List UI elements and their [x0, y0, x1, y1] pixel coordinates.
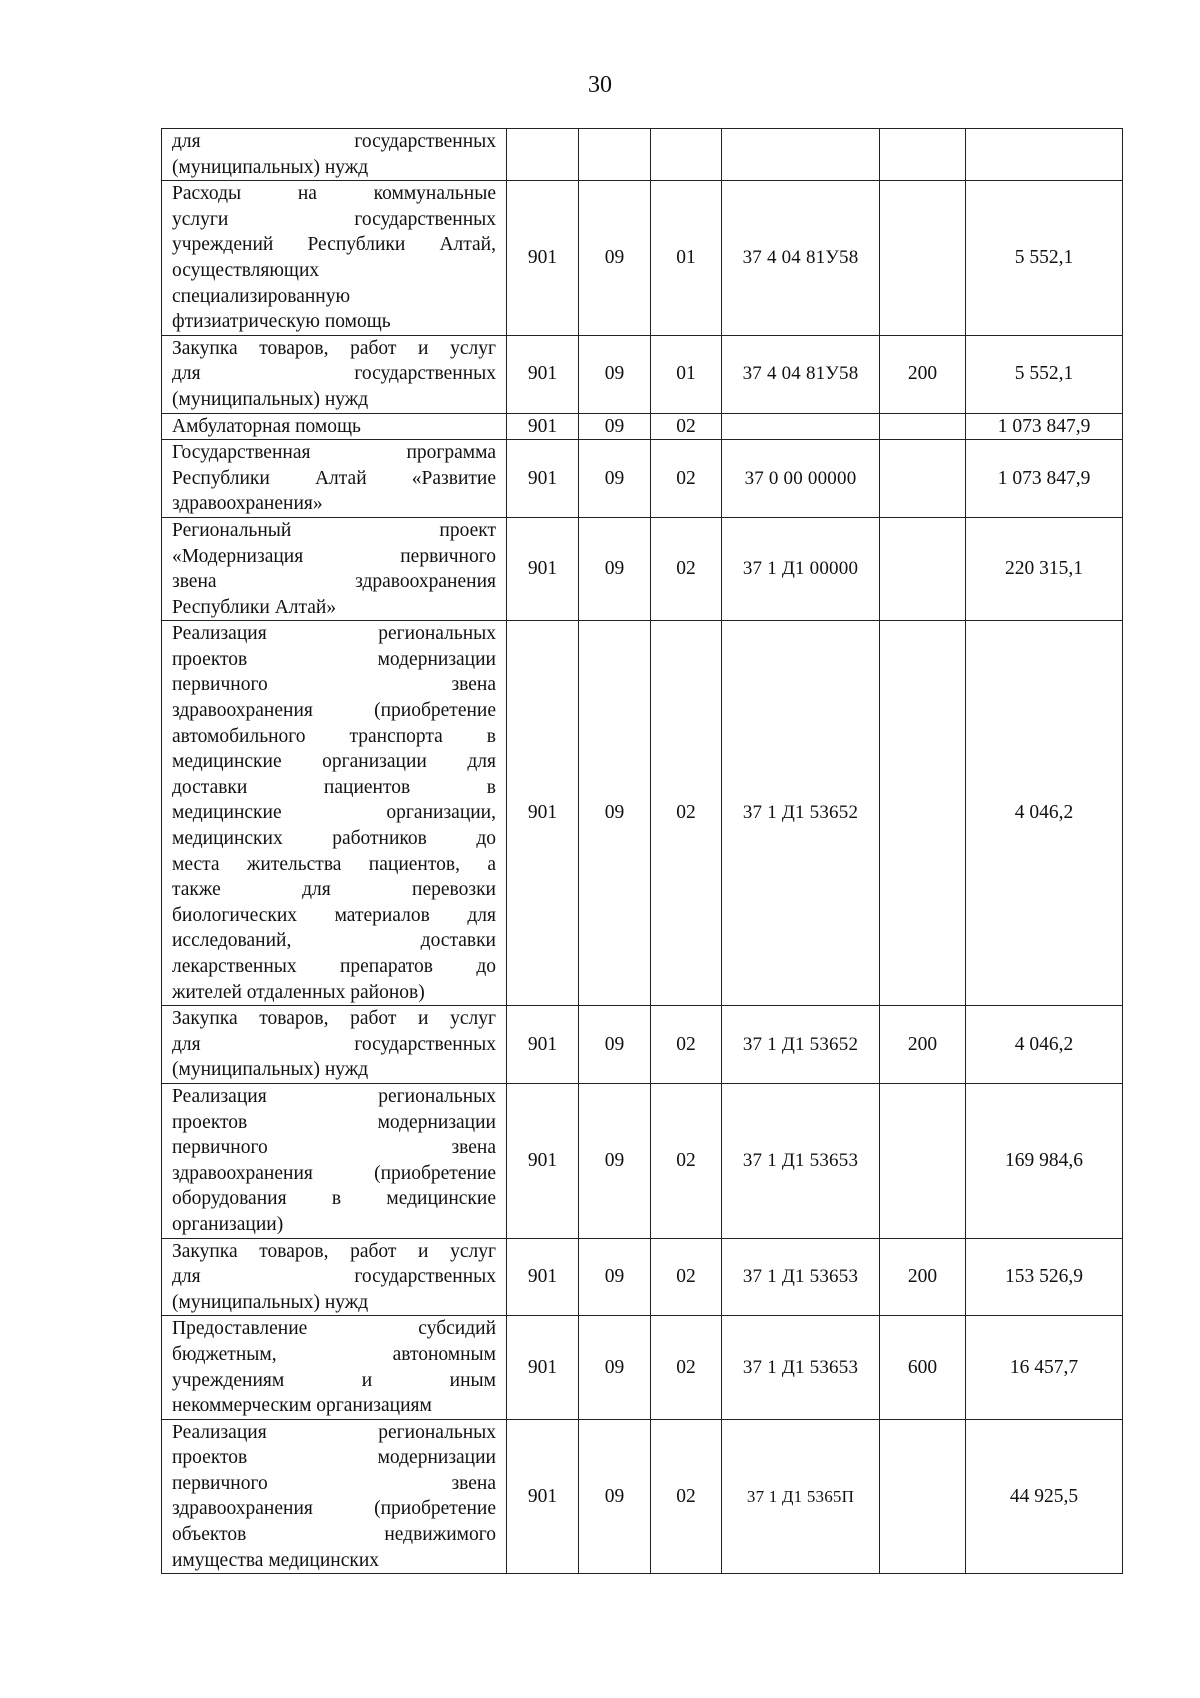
expense-name-line: проектов модернизации	[172, 1447, 496, 1469]
expense-name-line: медицинских работников до	[172, 828, 496, 850]
amount-cell: 220 315,1	[966, 517, 1123, 620]
expense-name-line: автомобильного транспорта в	[172, 725, 496, 747]
expense-name-cell	[162, 1316, 507, 1419]
expense-name-line: осуществляющих	[172, 259, 320, 281]
expense-name-cell	[162, 129, 507, 181]
expense-name-line: объектов недвижимого	[172, 1524, 496, 1546]
expense-name-line: для государственных	[172, 1266, 496, 1288]
podrazdel-cell: 02	[651, 1419, 722, 1574]
amount-cell: 1 073 847,9	[966, 413, 1123, 440]
expense-type-cell	[880, 517, 966, 620]
target-article-cell: 37 1 Д1 5365П	[722, 1419, 880, 1574]
expense-name-line: Закупка товаров, работ и услуг	[172, 1240, 496, 1262]
expense-type-cell: 200	[880, 335, 966, 413]
expense-type-cell: 600	[880, 1316, 966, 1419]
razdel-cell: 09	[579, 1238, 651, 1316]
amount-cell: 1 073 847,9	[966, 440, 1123, 518]
expense-type-cell	[880, 181, 966, 336]
podrazdel-cell: 02	[651, 440, 722, 518]
expense-name-cell	[162, 181, 507, 336]
expense-name-line: звена здравоохранения	[172, 571, 496, 593]
expense-name-cell	[162, 1419, 507, 1574]
amount-cell: 16 457,7	[966, 1316, 1123, 1419]
expense-name-line: здравоохранения (приобретение	[172, 1162, 496, 1184]
glava-cell: 901	[507, 181, 579, 336]
expense-name-line: (муниципальных) нужд	[172, 1059, 369, 1081]
expense-type-cell	[880, 129, 966, 181]
expense-type-cell	[880, 440, 966, 518]
expense-name-line: здравоохранения»	[172, 493, 323, 515]
razdel-cell: 09	[579, 1316, 651, 1419]
podrazdel-cell: 01	[651, 335, 722, 413]
target-article-cell	[722, 129, 880, 181]
expense-name-line: медицинские организации для	[172, 751, 496, 773]
amount-cell: 153 526,9	[966, 1238, 1123, 1316]
expense-name-line: первичного звена	[172, 674, 496, 696]
expense-name-line: также для перевозки	[172, 879, 496, 901]
expense-name-line: здравоохранения (приобретение	[172, 700, 496, 722]
razdel-cell: 09	[579, 517, 651, 620]
expense-name-line: доставки пациентов в	[172, 776, 496, 798]
expense-name-line: проектов модернизации	[172, 1111, 496, 1133]
target-article-cell	[722, 413, 880, 440]
glava-cell: 901	[507, 440, 579, 518]
razdel-cell: 09	[579, 181, 651, 336]
target-article-cell: 37 1 Д1 53653	[722, 1238, 880, 1316]
razdel-cell: 09	[579, 413, 651, 440]
expense-name-line: Реализация региональных	[172, 623, 496, 645]
expense-name-line: Государственная программа	[172, 442, 496, 464]
expense-type-cell: 200	[880, 1238, 966, 1316]
target-article-cell: 37 4 04 81У58	[722, 181, 880, 336]
target-article-cell: 37 1 Д1 53652	[722, 621, 880, 1006]
expense-name-cell	[162, 517, 507, 620]
expense-name-line: специализированную	[172, 285, 351, 307]
table-row	[162, 621, 1123, 1006]
expense-name-line: организации)	[172, 1213, 284, 1235]
table-row	[162, 335, 1123, 413]
amount-cell: 44 925,5	[966, 1419, 1123, 1574]
expense-name-line: бюджетным, автономным	[172, 1343, 496, 1365]
expense-name-line: медицинские организации,	[172, 802, 496, 824]
table-row	[162, 413, 1123, 440]
razdel-cell: 09	[579, 335, 651, 413]
glava-cell: 901	[507, 1419, 579, 1574]
amount-cell: 5 552,1	[966, 335, 1123, 413]
expense-name-cell	[162, 1238, 507, 1316]
expense-type-cell: 200	[880, 1006, 966, 1084]
target-article-cell: 37 1 Д1 53653	[722, 1316, 880, 1419]
table-row	[162, 517, 1123, 620]
expense-name-line: первичного звена	[172, 1137, 496, 1159]
expense-name-line: оборудования в медицинские	[172, 1188, 496, 1210]
amount-cell	[966, 129, 1123, 181]
expense-name-line: Предоставление субсидий	[172, 1318, 496, 1340]
razdel-cell: 09	[579, 1419, 651, 1574]
target-article-cell: 37 0 00 00000	[722, 440, 880, 518]
expense-name-cell	[162, 413, 507, 440]
expense-name-line: первичного звена	[172, 1472, 496, 1494]
expense-name-line: места жительства пациентов, а	[172, 853, 496, 875]
expense-name-line: для государственных	[172, 1033, 496, 1055]
expense-name-cell	[162, 1083, 507, 1238]
target-article-cell: 37 1 Д1 53653	[722, 1083, 880, 1238]
budget-table-body	[162, 129, 1123, 1574]
glava-cell: 901	[507, 413, 579, 440]
podrazdel-cell	[651, 129, 722, 181]
expense-name-line: Республики Алтай»	[172, 596, 337, 618]
razdel-cell: 09	[579, 440, 651, 518]
expense-type-cell	[880, 1083, 966, 1238]
page-number: 30	[588, 72, 612, 98]
expense-name-line: исследований, доставки	[172, 930, 496, 952]
amount-cell: 169 984,6	[966, 1083, 1123, 1238]
amount-cell: 4 046,2	[966, 1006, 1123, 1084]
expense-name-line: Расходы на коммунальные	[172, 183, 496, 205]
razdel-cell: 09	[579, 1083, 651, 1238]
expense-name-line: для государственных	[172, 131, 496, 152]
expense-name-cell	[162, 440, 507, 518]
expense-name-line: некоммерческим организациям	[172, 1395, 432, 1417]
razdel-cell: 09	[579, 621, 651, 1006]
expense-type-cell	[880, 621, 966, 1006]
podrazdel-cell: 02	[651, 1083, 722, 1238]
expense-name-line: жителей отдаленных районов)	[172, 981, 425, 1003]
podrazdel-cell: 02	[651, 621, 722, 1006]
table-row	[162, 181, 1123, 336]
budget-table	[161, 128, 1123, 1574]
expense-name-cell	[162, 335, 507, 413]
glava-cell: 901	[507, 1006, 579, 1084]
table-row	[162, 1238, 1123, 1316]
table-row	[162, 1083, 1123, 1238]
podrazdel-cell: 01	[651, 181, 722, 336]
expense-name-line: Закупка товаров, работ и услуг	[172, 1008, 496, 1030]
glava-cell: 901	[507, 1083, 579, 1238]
razdel-cell: 09	[579, 1006, 651, 1084]
expense-name-line: Реализация региональных	[172, 1085, 496, 1107]
glava-cell: 901	[507, 1316, 579, 1419]
expense-name-line: проектов модернизации	[172, 648, 496, 670]
amount-cell: 4 046,2	[966, 621, 1123, 1006]
expense-name-line: услуги государственных	[172, 208, 496, 230]
target-article-cell: 37 1 Д1 00000	[722, 517, 880, 620]
expense-name-line: учреждениям и иным	[172, 1369, 496, 1391]
expense-type-cell	[880, 413, 966, 440]
expense-name-line: биологических материалов для	[172, 904, 496, 926]
table-row	[162, 1316, 1123, 1419]
expense-name-line: (муниципальных) нужд	[172, 388, 369, 410]
expense-name-line: здравоохранения (приобретение	[172, 1498, 496, 1520]
expense-name-line: Закупка товаров, работ и услуг	[172, 337, 496, 359]
expense-name-line: Реализация региональных	[172, 1421, 496, 1443]
glava-cell: 901	[507, 335, 579, 413]
expense-name-cell	[162, 1006, 507, 1084]
expense-name-line: Амбулаторная помощь	[172, 415, 361, 437]
target-article-cell: 37 1 Д1 53652	[722, 1006, 880, 1084]
table-row	[162, 1419, 1123, 1574]
glava-cell	[507, 129, 579, 181]
amount-cell: 5 552,1	[966, 181, 1123, 336]
table-row	[162, 1006, 1123, 1084]
expense-name-line: (муниципальных) нужд	[172, 1291, 369, 1313]
podrazdel-cell: 02	[651, 517, 722, 620]
expense-name-line: «Модернизация первичного	[172, 545, 496, 567]
expense-type-cell	[880, 1419, 966, 1574]
expense-name-line: имущества медицинских	[172, 1549, 380, 1571]
podrazdel-cell: 02	[651, 1316, 722, 1419]
expense-name-line: фтизиатрическую помощь	[172, 311, 391, 333]
table-row	[162, 129, 1123, 181]
expense-name-line: Республики Алтай «Развитие	[172, 467, 496, 489]
expense-name-cell	[162, 621, 507, 1006]
expense-name-line: Региональный проект	[172, 519, 496, 541]
expense-name-line: учреждений Республики Алтай,	[172, 234, 496, 256]
podrazdel-cell: 02	[651, 1238, 722, 1316]
podrazdel-cell: 02	[651, 1006, 722, 1084]
glava-cell: 901	[507, 1238, 579, 1316]
table-row	[162, 440, 1123, 518]
glava-cell: 901	[507, 517, 579, 620]
expense-name-line: (муниципальных) нужд	[172, 156, 369, 178]
podrazdel-cell: 02	[651, 413, 722, 440]
expense-name-line: лекарственных препаратов до	[172, 956, 496, 977]
glava-cell: 901	[507, 621, 579, 1006]
expense-name-line: для государственных	[172, 363, 496, 385]
razdel-cell	[579, 129, 651, 181]
target-article-cell: 37 4 04 81У58	[722, 335, 880, 413]
